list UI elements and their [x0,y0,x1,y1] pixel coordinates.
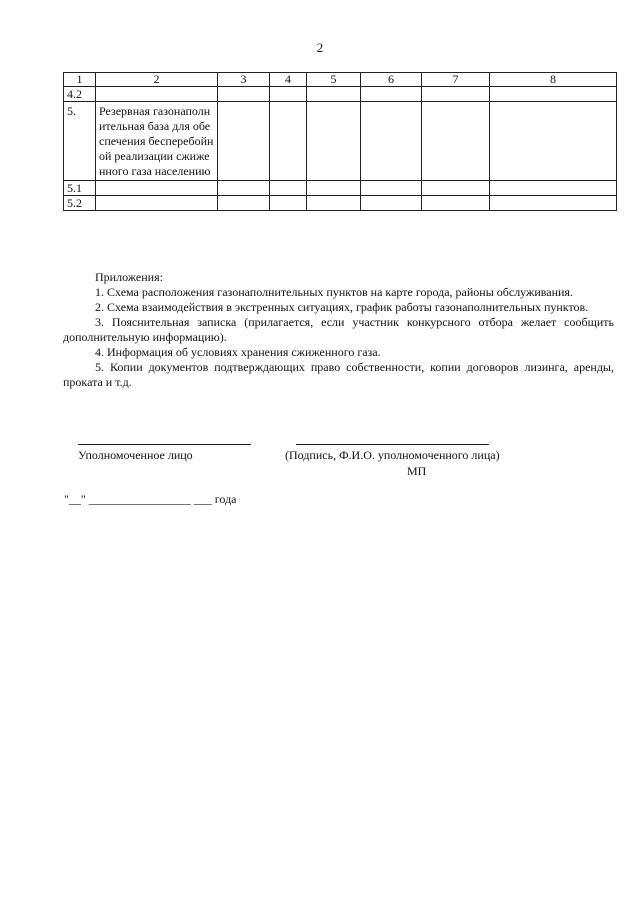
table-row [64,102,617,181]
appendix-section [63,270,614,390]
row-number: 4.2 [64,87,96,102]
data-table [63,72,617,211]
appendix-item: 4. Информация об условиях хранения сжиженного газа. [95,345,381,359]
row-name [96,87,218,102]
table-header-cell: 1 [64,73,96,87]
signature-line-left [78,444,251,445]
authorized-person-label: Уполномоченное лицо [78,448,193,462]
appendix-item: 5. Копии документов подтверждающих право собственности, копии договоров лизинга, аренды, проката и т.д. [63,360,614,389]
table-header-cell: 2 [96,73,218,87]
appendix-item: 3. Пояснительная записка (прилагается, если участник конкурсного отбора желает сообщить дополнительную информацию). [63,315,614,344]
row-name [96,196,218,211]
table-header-cell: 3 [218,73,270,87]
row-name [96,181,218,196]
appendix-heading: Приложения: [95,270,163,284]
date-line: "__" _________________ ___ года [64,492,237,506]
table-header-cell: 8 [490,73,617,87]
table-row [64,181,617,196]
row-number: 5.2 [64,196,96,211]
table-row [64,196,617,211]
row-number: 5. [64,102,96,181]
page-number: 2 [316,40,324,55]
table-header-cell: 6 [361,73,422,87]
row-number: 5.1 [64,181,96,196]
table-header-cell: 4 [270,73,307,87]
table-row [64,87,617,102]
table-header-cell: 7 [422,73,490,87]
stamp-label: МП [407,464,427,478]
signature-line-right [296,444,489,445]
row-name: Резервная газонаполнительная база для обеспечения бесперебойной реализации сжиженного газа населению [96,102,218,181]
signature-caption: (Подпись, Ф.И.О. уполномоченного лица) [285,448,500,462]
table-header-cell: 5 [307,73,361,87]
appendix-item: 1. Схема расположения газонаполнительных пунктов на карте города, районы обслуживания. [95,285,573,299]
appendix-item: 2. Схема взаимодействия в экстренных ситуациях, график работы газонаполнительных пунктов. [95,300,589,314]
table-header-row [64,73,617,87]
